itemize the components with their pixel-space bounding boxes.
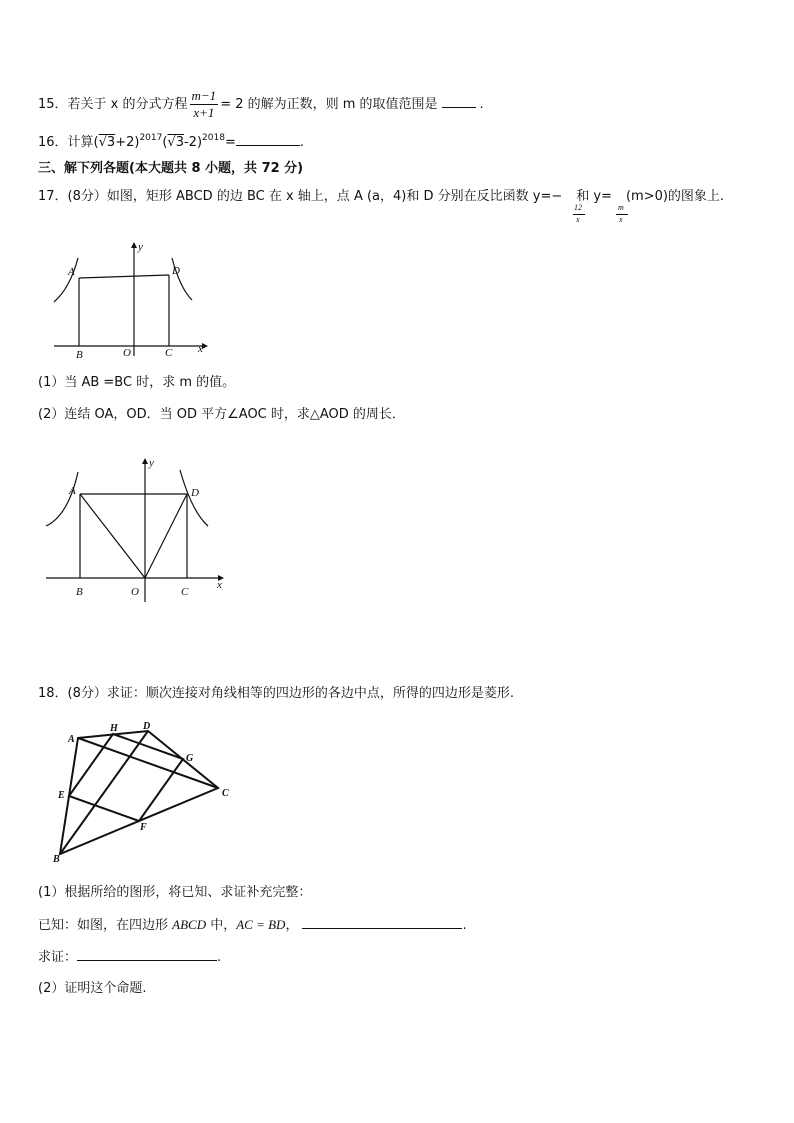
q16-end: . — [299, 135, 304, 150]
fig1-side-ad — [79, 275, 169, 278]
fig2-label-o: O — [131, 586, 139, 598]
fig3-quad-ehgf — [69, 734, 183, 821]
q18-known-sep: ， — [285, 918, 299, 933]
q17-frac2-den: x — [619, 215, 623, 224]
fig1-label-x: x — [198, 343, 203, 355]
section-heading: 三、解下列各题(本大题共 8 小题，共 72 分) — [38, 161, 304, 176]
q18-known-mid: 中， — [206, 918, 237, 933]
q16-prefix: 16．计算( — [38, 135, 99, 150]
fig1-label-a: A — [68, 266, 75, 278]
fig2-segment-oa — [80, 494, 145, 578]
q17-figure-2 — [40, 452, 240, 604]
q18-known-quad: ABCD — [172, 917, 207, 932]
q15-prefix: 15．若关于 x 的分式方程 — [38, 97, 188, 112]
q18-sub2: (2）证明这个命题. — [38, 981, 147, 996]
fig3-label-d: D — [143, 721, 151, 732]
q17-frac2-num: m — [618, 203, 624, 212]
fig3-label-a: A — [68, 734, 75, 745]
q18-prove-prefix: 求证： — [38, 950, 78, 965]
fig3-label-e: E — [58, 790, 65, 801]
q15-end: . — [479, 97, 484, 112]
fig3-label-b: B — [53, 854, 60, 864]
fig1-label-d: D — [172, 265, 180, 277]
q15-suffix: = 2 的解为正数，则 m 的取值范围是 — [220, 97, 438, 112]
q17-frac1-den: x — [576, 215, 580, 224]
q17-text-a: 17．(8分）如图，矩形 ABCD 的边 BC 在 x 轴上，点 A (a，4)和 D 分别在反比函数 y=− — [38, 189, 563, 204]
fig2-segment-od — [145, 494, 187, 578]
fig2-label-a: A — [69, 485, 76, 497]
q18-known-blank[interactable] — [302, 916, 462, 929]
q16-root1: √3 — [98, 135, 116, 150]
fig3-quad-abcd — [60, 731, 218, 854]
q18-known-end: . — [462, 918, 467, 933]
q18-prove-line — [38, 948, 221, 967]
q18-title: 18．(8分）求证：顺次连接对角线相等的四边形的各边中点，所得的四边形是菱形. — [38, 686, 515, 701]
q15-frac-num: m−1 — [191, 88, 217, 103]
fig3-label-f: F — [140, 822, 147, 833]
q15-answer-blank[interactable] — [442, 95, 476, 108]
q16-root2: √3 — [167, 135, 184, 150]
q18-prove-end: . — [217, 950, 222, 965]
q17-figure-1 — [44, 238, 224, 362]
q18-prove-blank[interactable] — [77, 948, 217, 961]
q16-mid2: ( — [162, 135, 168, 150]
fig2-label-y: y — [149, 457, 154, 469]
q18-known-prefix: 已知：如图，在四边形 — [38, 918, 173, 933]
q16-answer-blank[interactable] — [236, 133, 300, 146]
q15-fraction — [190, 88, 219, 121]
fig2-label-c: C — [181, 586, 189, 598]
q16-exp1: 2017 — [139, 133, 163, 143]
fig2-left-curve — [46, 472, 78, 526]
fig1-label-y: y — [138, 241, 143, 253]
fig2-label-x: x — [217, 579, 222, 591]
fig1-label-o: O — [123, 347, 131, 359]
q15-line — [38, 88, 484, 121]
q16-mid3: -2) — [183, 135, 203, 150]
q18-known-eq: AC = BD — [236, 917, 286, 932]
q18-figure — [44, 714, 244, 864]
fig2-label-d: D — [191, 487, 199, 499]
fig3-label-c: C — [222, 788, 229, 799]
fig3-label-h: H — [110, 723, 118, 734]
q18-sub1: (1）根据所给的图形，将已知、求证补充完整： — [38, 885, 312, 900]
q17-text-b: 和 y= — [576, 189, 612, 204]
q16-mid1: +2) — [115, 135, 140, 150]
q15-frac-den: x+1 — [193, 105, 215, 120]
q16-eq: = — [224, 135, 236, 150]
q17-frac1-num: 12 — [574, 203, 582, 212]
fig3-label-g: G — [186, 753, 194, 764]
fig1-label-c: C — [165, 347, 173, 359]
q16-exp2: 2018 — [202, 133, 225, 143]
q17-text-c: (m>0)的图象上. — [625, 189, 725, 204]
q18-known-line — [38, 916, 467, 935]
fig1-label-b: B — [76, 349, 83, 361]
q17-sub2: (2）连结 OA，OD．当 OD 平方∠AOC 时，求△AOD 的周长． — [38, 407, 405, 422]
fig1-left-curve — [54, 258, 78, 302]
q16-line — [38, 129, 304, 152]
q17-sub1: (1）当 AB =BC 时，求 m 的值。 — [38, 375, 236, 390]
fig2-label-b: B — [76, 586, 83, 598]
